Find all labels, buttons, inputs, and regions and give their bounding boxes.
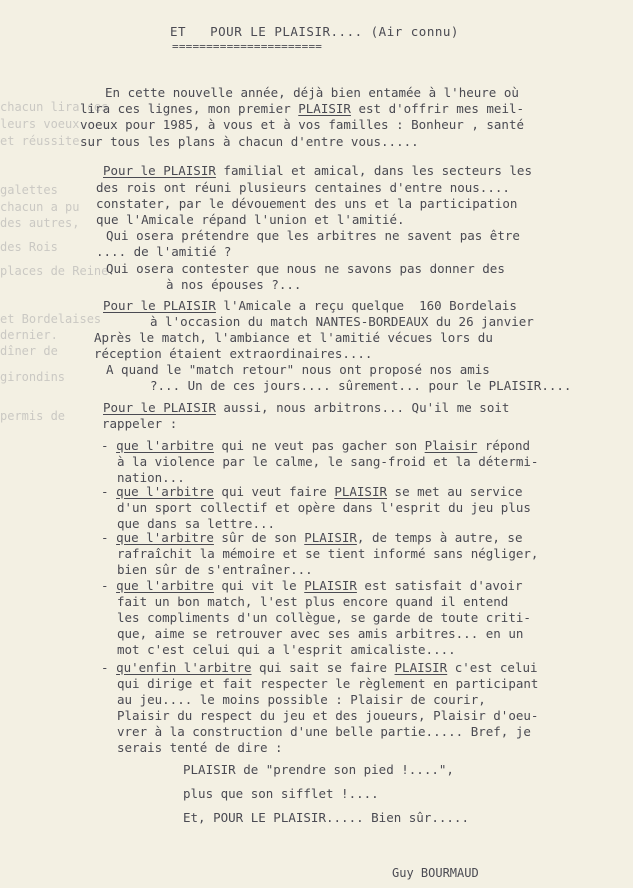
margin-fragment: et Bordelaises [0, 312, 102, 326]
text-segment: c'est celui [447, 660, 538, 675]
text-line [103, 298, 517, 314]
underlined-text: Pour le PLAISIR [103, 400, 216, 415]
text-line [117, 642, 456, 658]
underlined-text: que l'arbitre [116, 484, 214, 499]
text-line [94, 346, 372, 362]
text-segment: - [101, 438, 117, 453]
text-segment: familial et amical, dans les secteurs les [215, 163, 532, 178]
text-segment: sur tous les plans à chacun d'entre vous..... [80, 134, 419, 149]
text-segment: qui vit le [213, 578, 305, 593]
margin-fragment: des autres, [0, 216, 80, 230]
text-line [80, 101, 524, 117]
text-line [117, 562, 313, 578]
title-underline: ====================== [172, 40, 323, 53]
text-line [101, 438, 530, 454]
text-segment: En cette nouvelle année, déjà bien entamée à l'heure où [105, 85, 519, 100]
text-segment: réception étaient extraordinaires.... [94, 346, 373, 361]
text-line [103, 163, 532, 179]
text-segment: à nos épouses ?... [166, 277, 302, 292]
underlined-text: que l'arbitre [116, 578, 214, 593]
text-segment: - [101, 578, 117, 593]
text-line [117, 626, 523, 642]
margin-fragment: dîner de [0, 344, 58, 358]
text-line [106, 228, 520, 244]
text-segment: .... de l'amitié ? [96, 244, 232, 259]
underlined-text: Pour le PLAISIR [103, 298, 216, 313]
text-line [96, 244, 231, 260]
text-segment: à la violence par le calme, le sang-froid et la détermi- [117, 454, 539, 469]
margin-fragment: girondins [0, 370, 66, 384]
margin-fragment: et réussite [0, 134, 80, 148]
text-line [96, 180, 510, 196]
text-segment: - [101, 660, 117, 675]
text-line [150, 314, 534, 330]
text-segment: qui sait se faire [251, 660, 395, 675]
text-segment: d'un sport collectif et opère dans l'esprit du jeu plus [117, 500, 531, 515]
text-line [101, 578, 522, 594]
text-segment: nation... [117, 470, 185, 485]
text-line [96, 196, 517, 212]
text-segment: rappeler : [102, 416, 178, 431]
text-line [117, 740, 283, 756]
text-segment: A quand le "match retour" nous ont proposé nos amis [106, 362, 490, 377]
text-segment: les compliments d'un collègue, se garde de toute criti- [117, 610, 531, 625]
text-segment: Et, POUR LE PLAISIR..... Bien sûr..... [183, 810, 469, 825]
text-segment: qui ne veut pas gacher son [213, 438, 425, 453]
text-segment: au jeu.... le moins possible : Plaisir de courir, [117, 692, 486, 707]
underlined-text: Plaisir [424, 438, 478, 453]
margin-fragment: chacun lira ces [0, 100, 109, 114]
margin-fragment: chacun a pu [0, 200, 80, 214]
text-line [101, 660, 538, 676]
text-segment: serais tenté de dire : [117, 740, 283, 755]
text-line [117, 500, 531, 516]
text-line [102, 416, 177, 432]
text-line [150, 378, 571, 394]
text-segment: répond [477, 438, 530, 453]
text-line [117, 708, 538, 724]
text-segment: est satisfait d'avoir [356, 578, 523, 593]
text-segment: fait un bon match, l'est plus encore quand il entend [117, 594, 509, 609]
text-segment: l'Amicale a reçu quelque 160 Bordelais [215, 298, 517, 313]
text-line [106, 362, 490, 378]
text-segment: - [101, 530, 117, 545]
text-segment: Après le match, l'ambiance et l'amitié vécues lors du [94, 330, 493, 345]
text-segment: PLAISIR de "prendre son pied !....", [183, 762, 454, 777]
text-line [166, 277, 301, 293]
text-line [117, 546, 538, 562]
text-segment: Qui osera prétendre que les arbitres ne savent pas être [106, 228, 520, 243]
text-line [117, 724, 531, 740]
document-title: ET POUR LE PLAISIR.... (Air connu) [170, 24, 459, 39]
margin-fragment: places de Reine [0, 264, 109, 278]
margin-fragment: leurs voeux [0, 117, 80, 131]
text-line [183, 810, 469, 826]
text-line [94, 330, 493, 346]
text-segment: à l'occasion du match NANTES-BORDEAUX du 26 janvier [150, 314, 534, 329]
text-line [183, 762, 454, 778]
margin-fragment: des Rois [0, 240, 58, 254]
text-line [117, 454, 538, 470]
underlined-text: Pour le PLAISIR [103, 163, 216, 178]
text-segment: , de temps à autre, se [356, 530, 523, 545]
text-line [80, 117, 524, 133]
text-segment: rafraîchit la mémoire et se tient informé sans négliger, [117, 546, 539, 561]
signature: Guy BOURMAUD [392, 866, 479, 880]
text-line [101, 530, 522, 546]
text-segment: qui dirige et fait respecter le règlement en participant [117, 676, 539, 691]
text-segment: que, aime se retrouver avec ses amis arbitres... en un [117, 626, 524, 641]
underlined-text: qu'enfin l'arbitre [116, 660, 252, 675]
underlined-text: PLAISIR [304, 578, 357, 593]
text-segment: Plaisir du respect du jeu et des joueurs, Plaisir d'oeu- [117, 708, 539, 723]
text-segment: plus que son sifflet !.... [183, 786, 379, 801]
text-line [80, 134, 419, 150]
text-line [117, 610, 531, 626]
underlined-text: que l'arbitre [116, 438, 214, 453]
text-segment: que dans sa lettre... [117, 516, 276, 531]
text-line [101, 484, 522, 500]
text-segment: voeux pour 1985, à vous et à vos familles : Bonheur , santé [80, 117, 525, 132]
text-segment: est d'offrir mes meil- [350, 101, 525, 116]
underlined-text: PLAISIR [394, 660, 448, 675]
text-segment: des rois ont réuni plusieurs centaines d'entre nous.... [96, 180, 510, 195]
text-line [117, 594, 508, 610]
margin-fragment: dernier. [0, 328, 58, 342]
text-line [103, 400, 509, 416]
underlined-text: PLAISIR [334, 484, 388, 499]
text-line [96, 212, 405, 228]
text-segment: lira ces lignes, mon premier [80, 101, 299, 116]
text-line [183, 786, 379, 802]
text-segment: que l'Amicale répand l'union et l'amitié. [96, 212, 405, 227]
text-segment: bien sûr de s'entraîner... [117, 562, 313, 577]
text-line [105, 85, 519, 101]
margin-fragment: permis de [0, 409, 66, 423]
text-line [106, 261, 505, 277]
text-segment: ?... Un de ces jours.... sûrement... pour le PLAISIR.... [150, 378, 572, 393]
underlined-text: que l'arbitre [116, 530, 214, 545]
text-segment: mot c'est celui qui a l'esprit amicaliste.... [117, 642, 456, 657]
margin-fragment: galettes [0, 183, 58, 197]
text-segment: aussi, nous arbitrons... Qu'il me soit [215, 400, 510, 415]
text-segment: Qui osera contester que nous ne savons pas donner des [106, 261, 505, 276]
underlined-text: PLAISIR [298, 101, 351, 116]
underlined-text: PLAISIR [304, 530, 357, 545]
text-segment: vrer à la construction d'une belle partie..... Bref, je [117, 724, 531, 739]
text-segment: - [101, 484, 117, 499]
text-segment: se met au service [387, 484, 523, 499]
text-segment: qui veut faire [213, 484, 335, 499]
text-line [117, 676, 538, 692]
text-segment: sûr de son [213, 530, 305, 545]
text-segment: constater, par le dévouement des uns et la participation [96, 196, 518, 211]
text-line [117, 692, 486, 708]
